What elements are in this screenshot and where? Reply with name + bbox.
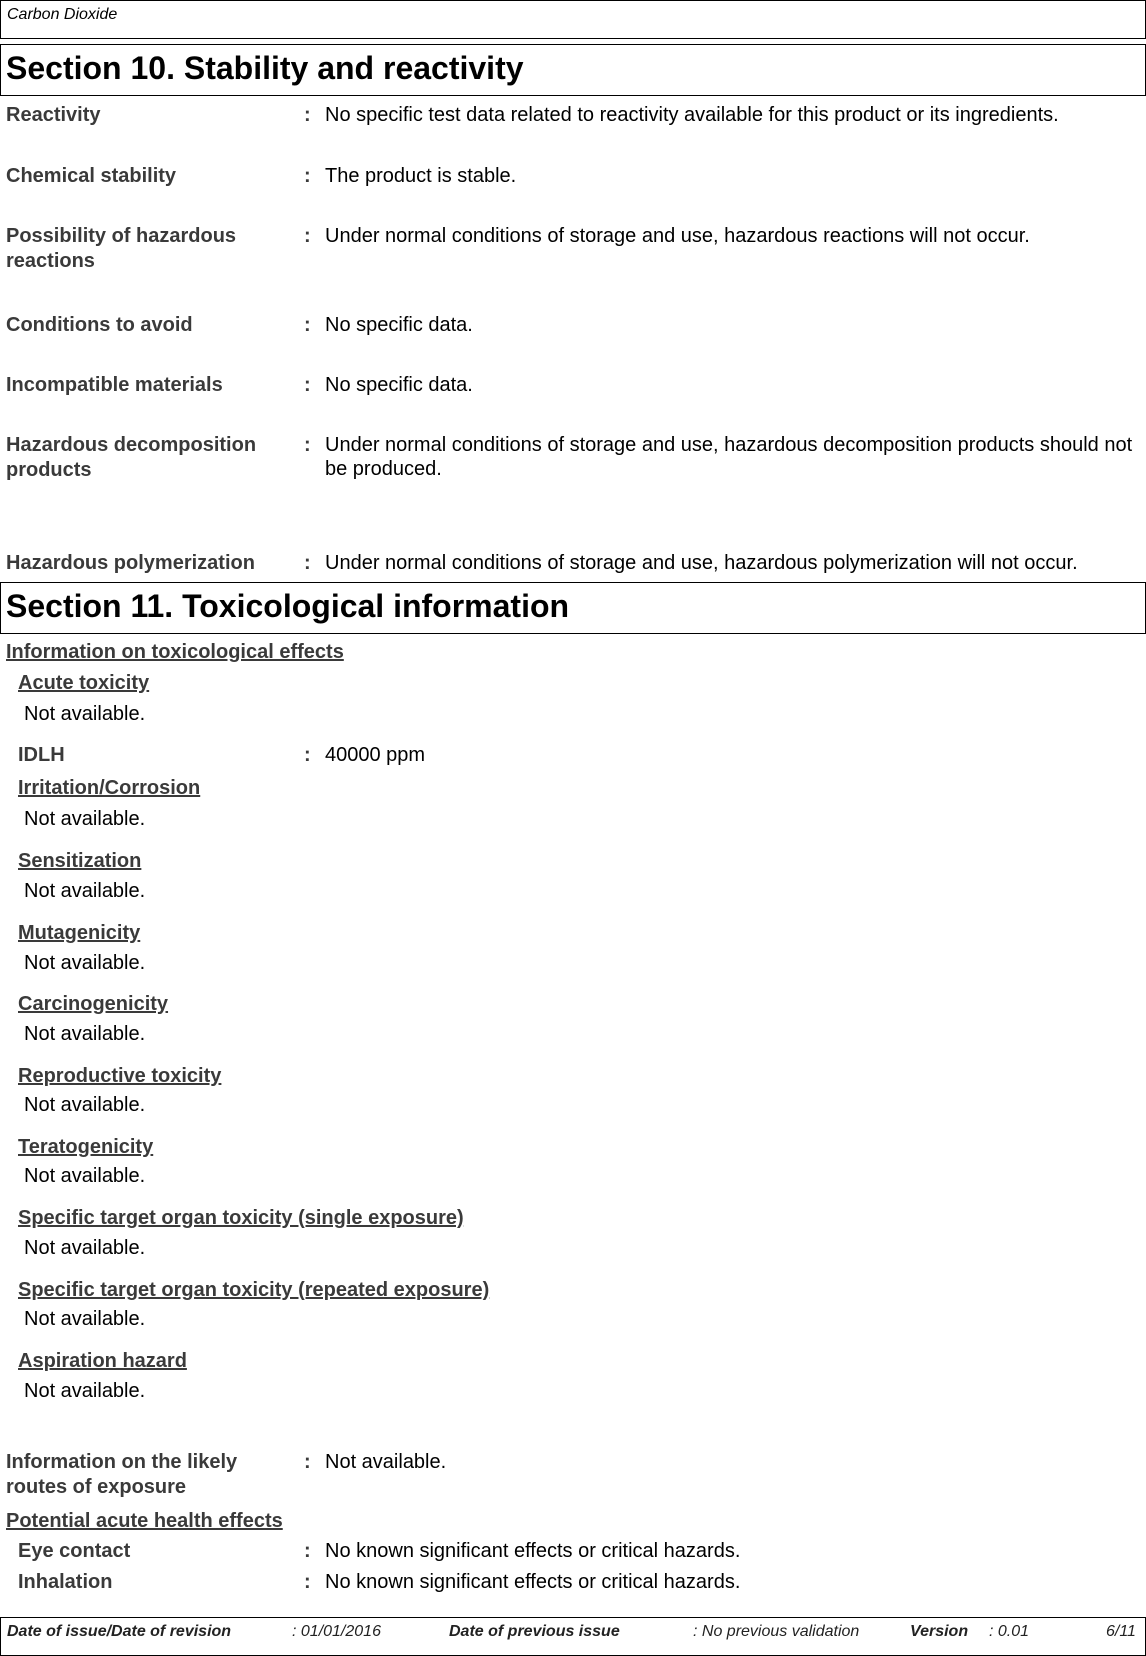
mutagenicity-value: Not available.: [24, 952, 146, 974]
aspiration-hazard-heading: Aspiration hazard: [18, 1350, 187, 1372]
irritation-heading: Irritation/Corrosion: [18, 777, 201, 799]
mutagenicity-heading: Mutagenicity: [18, 922, 141, 944]
sensitization-heading: Sensitization: [18, 850, 142, 872]
colon: :: [304, 552, 311, 574]
acute-toxicity-heading: Acute toxicity: [18, 672, 150, 694]
section-10-title: Section 10. Stability and reactivity: [6, 50, 524, 86]
product-name: Carbon Dioxide: [7, 6, 118, 23]
carcinogenicity-heading: Carcinogenicity: [18, 993, 169, 1015]
footer-issue-value: : 01/01/2016: [292, 1623, 381, 1640]
colon: :: [304, 434, 311, 456]
inhalation-value: No known significant effects or critical hazards.: [325, 1571, 741, 1593]
footer-version-value: : 0.01: [989, 1623, 1030, 1640]
colon: :: [304, 225, 311, 247]
colon: :: [304, 1540, 311, 1562]
colon: :: [304, 314, 311, 336]
footer-page-number: 6/11: [1106, 1623, 1136, 1640]
footer-prev-label: Date of previous issue: [449, 1623, 620, 1640]
reactivity-value: No specific test data related to reactivity available for this product or its ingredients.: [325, 104, 1059, 126]
hazardous-polymerization-label: Hazardous polymerization: [6, 552, 255, 574]
idlh-value: 40000 ppm: [325, 744, 426, 766]
header-box: [0, 0, 1146, 39]
hazardous-polymerization-value: Under normal conditions of storage and use, hazardous polymerization will not occur.: [325, 552, 1078, 574]
routes-of-exposure-value: Not available.: [325, 1451, 447, 1473]
eye-contact-label: Eye contact: [18, 1540, 131, 1562]
eye-contact-value: No known significant effects or critical hazards.: [325, 1540, 741, 1562]
teratogenicity-value: Not available.: [24, 1165, 146, 1187]
teratogenicity-heading: Teratogenicity: [18, 1136, 154, 1158]
footer-prev-value: : No previous validation: [693, 1623, 860, 1640]
sensitization-value: Not available.: [24, 880, 146, 902]
stot-repeated-heading: Specific target organ toxicity (repeated exposure): [18, 1279, 490, 1301]
hazardous-reactions-value: Under normal conditions of storage and use, hazardous reactions will not occur.: [325, 225, 1030, 247]
inhalation-label: Inhalation: [18, 1571, 113, 1593]
routes-of-exposure-label: Information on the likely routes of exposure: [6, 1451, 238, 1498]
aspiration-hazard-value: Not available.: [24, 1380, 146, 1402]
carcinogenicity-value: Not available.: [24, 1023, 146, 1045]
colon: :: [304, 744, 311, 766]
reproductive-toxicity-heading: Reproductive toxicity: [18, 1065, 222, 1087]
acute-toxicity-value: Not available.: [24, 703, 146, 725]
footer-issue-label: Date of issue/Date of revision: [7, 1623, 232, 1640]
section-11-title: Section 11. Toxicological information: [6, 588, 570, 624]
chemical-stability-value: The product is stable.: [325, 165, 517, 187]
idlh-label: IDLH: [18, 744, 65, 766]
stot-repeated-value: Not available.: [24, 1308, 146, 1330]
reproductive-toxicity-value: Not available.: [24, 1094, 146, 1116]
reactivity-label: Reactivity: [6, 104, 101, 126]
stot-single-value: Not available.: [24, 1237, 146, 1259]
incompatible-materials-value: No specific data.: [325, 374, 473, 396]
colon: :: [304, 104, 311, 126]
incompatible-materials-label: Incompatible materials: [6, 374, 223, 396]
info-toxicological-heading: Information on toxicological effects: [6, 641, 344, 663]
colon: :: [304, 374, 311, 396]
stot-single-heading: Specific target organ toxicity (single exposure): [18, 1207, 464, 1229]
footer-version-label: Version: [910, 1623, 969, 1640]
hazardous-decomposition-label: Hazardous decomposition products: [6, 434, 257, 481]
conditions-to-avoid-value: No specific data.: [325, 314, 473, 336]
colon: :: [304, 1451, 311, 1473]
hazardous-reactions-label: Possibility of hazardous reactions: [6, 225, 237, 272]
colon: :: [304, 1571, 311, 1593]
irritation-value: Not available.: [24, 808, 146, 830]
potential-acute-effects-heading: Potential acute health effects: [6, 1510, 283, 1532]
conditions-to-avoid-label: Conditions to avoid: [6, 314, 193, 336]
chemical-stability-label: Chemical stability: [6, 165, 177, 187]
hazardous-decomposition-value: Under normal conditions of storage and use, hazardous decomposition products should not be produced.: [325, 434, 1133, 480]
colon: :: [304, 165, 311, 187]
